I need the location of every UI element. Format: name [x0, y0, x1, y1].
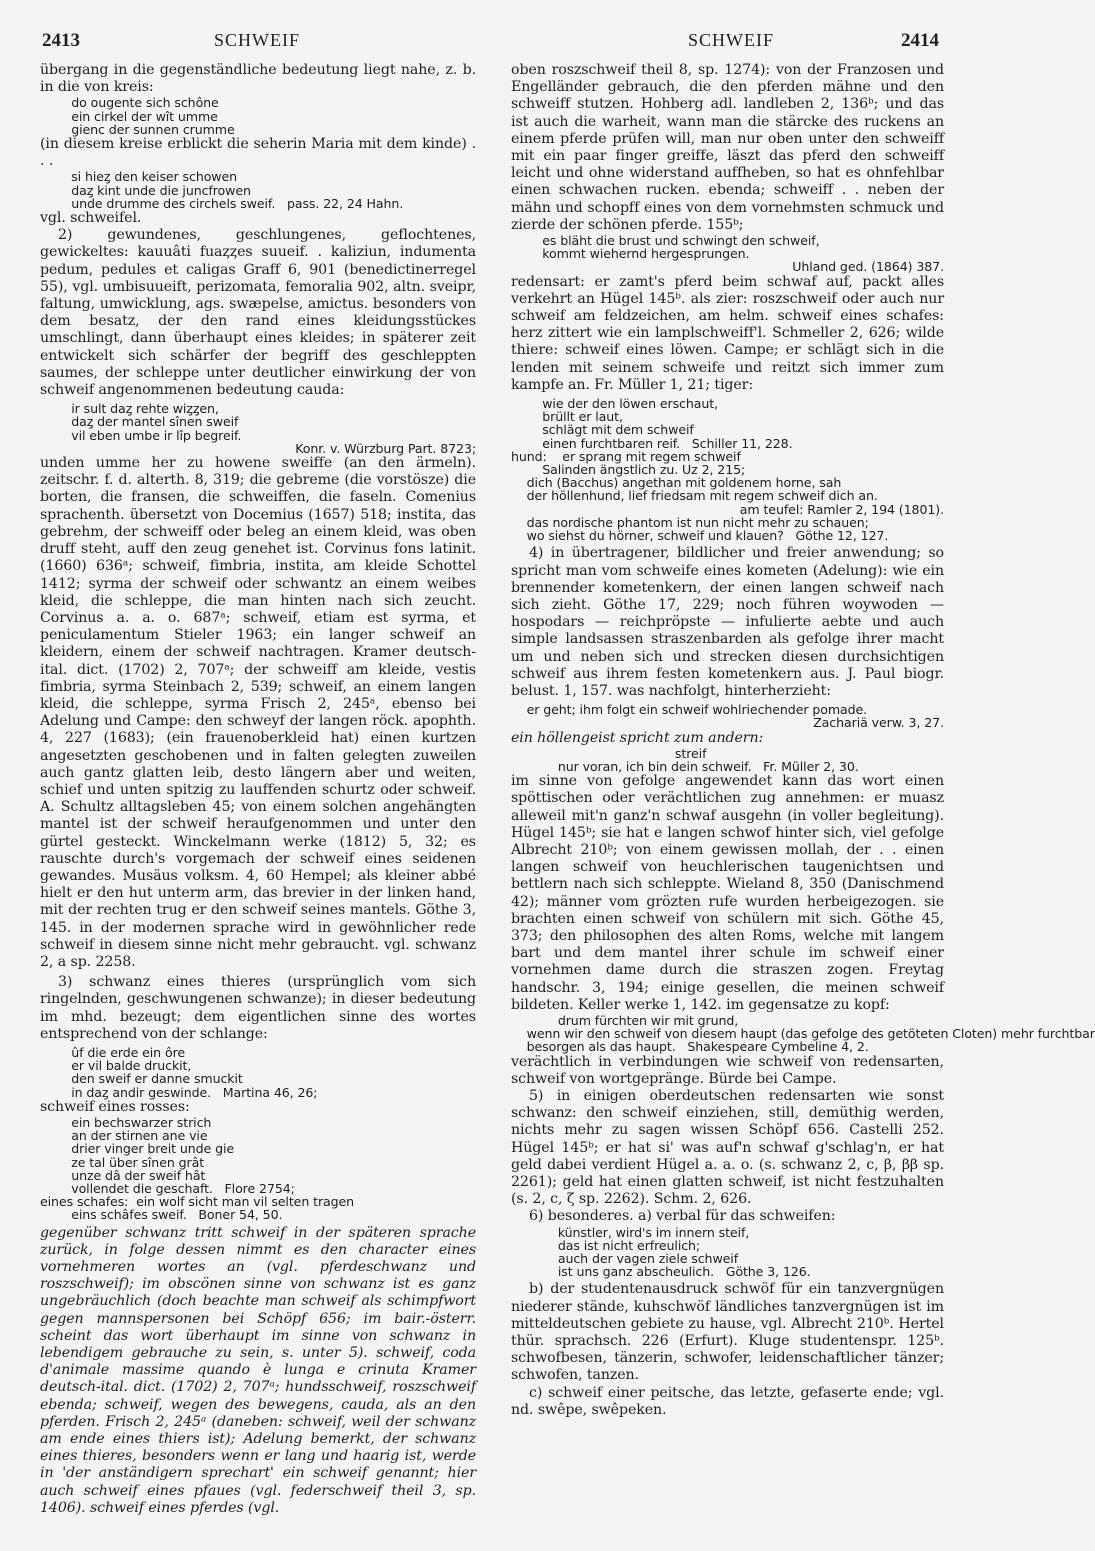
citation-line: wo siehst du hörner, schweif und klauen? Göthe 12, 127.: [511, 528, 889, 544]
page-number-right: 2414: [901, 30, 939, 51]
citation-line: Salinden ängstlich zu. Uz 2, 215;: [511, 462, 746, 478]
citation-line: in daȥ andir geswinde. Martina 46, 26;: [40, 1084, 318, 1100]
citation-line: kommt wiehernd hergesprungen.: [511, 246, 750, 262]
citation-line: daȥ der mantel sînen sweif: [40, 414, 239, 430]
citation-line: hund: er sprang mit regem schweif: [511, 448, 741, 464]
entry-paragraph: schweif eines rosses:: [40, 1098, 190, 1115]
citation-line: auch der vagen ziele schweif: [511, 1251, 739, 1267]
source-reference: Uhland ged. (1864) 387.: [792, 259, 944, 275]
citation-line: unde drumme des circhels sweif. pass. 22, 24 Hahn.: [40, 195, 404, 211]
entry-paragraph: oben roszschweif theil 8, sp. 1274): von der Franzosen und Engelländer gebrauch, die den pferden mähne und den schweiff stutzen. Hohberg adl. landleben 2, 136ᵇ; und das ist auch die warheit, wann man die stärcke des ruckens an einem pferde prüfen will, man nur oben unter den schweiff mit ein paar finger greiffe, läszt das pferd den schweiff leicht und ohne widerstand auffheben, so hat es ohnfehlbar einen schwachen rucken. ebenda; schweiff . . neben der mähn und schopff eines von dem vornehmsten schmuck und zierde der schönen pferde. 155ᵇ;: [511, 62, 944, 233]
citation-line: drum fürchten wir mit grund,: [511, 1012, 739, 1028]
citation-line: er vil balde druckit,: [40, 1058, 192, 1074]
citation-line: brüllt er laut,: [511, 409, 623, 425]
entry-paragraph: übergang in die gegenständliche bedeutung liegt nahe, z. b. in die von kreis:: [40, 62, 476, 96]
citation-line: nur voran, ich bin dein schweif. Fr. Müller 2, 30.: [511, 758, 859, 774]
citation-line: ist uns ganz abscheulich. Göthe 3, 126.: [511, 1264, 811, 1280]
source-reference: am teufel: Ramler 2, 194 (1801).: [739, 501, 944, 517]
citation-line: wenn wir den schweif von diesem haupt (das gefolge des getöteten Cloten) mehr furchtbar: [511, 1026, 1095, 1042]
citation-line: vil eben umbe ir lîp begreif.: [40, 427, 242, 443]
entry-paragraph: 6) besonderes. a) verbal für das schweifen:: [529, 1208, 836, 1225]
citation-line: ir sult daȥ rehte wiȥȥen,: [40, 401, 219, 417]
right-column: [511, 62, 1095, 1532]
entry-paragraph: ein höllengeist spricht zum andern:: [511, 729, 764, 746]
entry-paragraph: 4) in übertragener, bildlicher und freier anwendung; so spricht man vom schweife eines kometen (Adelung): wie ein brennender kometenkern, der einen langen schweif nach sich zieht. Göthe 17, 229; noch führen woywoden — hospodars — reichpröpste — infulierte aebte und auch simple landsassen straszenbarden als gefolge ihrer macht um und neben sich und strecken diesen durchsichtigen schweif aus ihrem festen kometenkern aus. J. Paul biogr. belust. 1, 157. was nachfolgt, hinterherzieht:: [511, 545, 944, 699]
citation-line: einen furchtbaren reif. Schiller 11, 228.: [511, 435, 793, 451]
source-reference: Zachariä verw. 3, 27.: [813, 715, 944, 731]
citation-line: besorgen als das haupt. Shakespeare Cymbeline 4, 2.: [511, 1039, 869, 1055]
citation-line: daȥ kint unde die juncfrowen: [40, 182, 251, 198]
citation-line: ze tal über sînen grât: [40, 1154, 205, 1170]
citation-line: streif: [511, 745, 707, 761]
citation-line: das ist nicht erfreulich;: [511, 1237, 701, 1253]
entry-paragraph: b) der studentenausdruck schwöf für ein tanzvergnügen niederer stände, kuhschwöf ländliches tanzvergnügen ist im mitteldeutschen gebiete zu hause, vgl. Albrecht 210ᵇ. Hertel thür. sprachsch. 226 (Erfurt). Kluge studentenspr. 125ᵇ. schwofbesen, tänzerin, schwofer, leidenschaftlicher tänzer; schwofen, tanzen.: [511, 1281, 944, 1384]
left-column: [40, 62, 476, 1532]
entry-paragraph: im sinne von gefolge angewendet kann das wort einen spöttischen oder verächtlichen zug annehmen: er muasz alleweil mit'n ganz'n schwaf ausgehn (in voller begleitung). Hügel 145ᵇ; sie hat e langen schwof hinter sich, viel gefolge Albrecht 210ᵇ; von einem gewissen mollah, der . . einen langen schweif von heuchlerischen taugenichtsen und bettlern nach sich schleppte. Wieland 8, 350 (Danischmend 42); männer vom grözten rufe wurden herbeigezogen. sie brachten einen schweif von schülern mit sich. Göthe 45, 373; den philosophen des alten Roms, welche mit langem bart und dem mantel ihrer schule im schweif einer vornehmen dame durch die straszen zogen. Freytag handschr. 3, 194; einige gesellen, die meinen schweif bildeten. Keller werke 1, 142. im gegensatze zu kopf:: [511, 773, 944, 1013]
entry-paragraph: 3) schwanz eines thieres (ursprünglich vom sich ringelnden, geschwungenen schwanze); in dieser bedeutung im mhd. bezeugt; dem eigentlichen sinne des wortes entsprechend von der schlange:: [40, 974, 476, 1042]
citation-line: künstler, wird's im innern steif,: [511, 1224, 750, 1240]
citation-line: drier vinger breit unde gie: [40, 1141, 235, 1157]
citation-line: si hieȥ den keiser schowen: [40, 169, 238, 185]
citation-line: ein bechswarzer strich: [40, 1115, 212, 1130]
entry-paragraph: redensart: er zamt's pferd beim schwaf auf, packt alles verkehrt an Hügel 145ᵇ. als zier: roszschweif oder auch nur schweif am feldzeichen, am helm. schweif eines schafes: herz zittert wie ein lamplschweiff'l. Schmeller 2, 626; wilde thiere: schweif eines löwen. Campe; er schlägt sich in die lenden mit seinem schweife und reitzt sich immer zum kampfe an. Fr. Müller 1, 21; tiger:: [511, 273, 944, 393]
citation-line: es bläht die brust und schwingt den schweif,: [511, 233, 820, 249]
citation-line: unze dâ der sweif hât: [40, 1167, 206, 1183]
citation-line: den sweif er danne smuckit: [40, 1071, 243, 1087]
entry-paragraph: 5) in einigen oberdeutschen redensarten wie sonst schwanz: den schweif einziehen, still, demüthig werden, nichts mehr zu sagen wissen Schöpf 656. Castelli 252. Hügel 145ᵇ; er hat si' was auf'n schwaf g'schlag'n, er hat geld dabei verdient Hügel a. a. o. (s. schwanz 2, c, β, ββ sp. 2261); geld hat einen glatten schweif, ist nicht festzuhalten (s. 2, c, ζ sp. 2262). Schm. 2, 626.: [511, 1088, 944, 1208]
citation-line: das nordische phantom ist nun nicht mehr zu schauen;: [511, 514, 869, 530]
citation-line: do ougente sich schône: [40, 95, 219, 111]
citation-line: dich (Bacchus) angethan mit goldenem horne, sah: [511, 475, 842, 491]
page-number-left: 2413: [42, 30, 80, 51]
citation-line: wie der den löwen erschaut,: [511, 396, 718, 412]
citation-line: er geht; ihm folgt ein schweif wohlriechender pomade.: [511, 702, 868, 718]
citation-line: eins schâfes sweif. Boner 54, 50.: [40, 1207, 283, 1223]
citation-line: ein cirkel der wît umme: [40, 108, 218, 124]
running-head-right: SCHWEIF: [688, 30, 775, 50]
source-reference: Konr. v. Würzburg Part. 8723;: [295, 440, 476, 456]
entry-paragraph: (in diesem kreise erblickt die seherin Maria mit dem kinde) . . .: [40, 136, 476, 170]
page-header: [0, 14, 1000, 54]
citation-line: der höllenhund, lief friedsam mit regem schweif dich an.: [511, 488, 878, 504]
citation-line: vollendet die geschaft. Flore 2754;: [40, 1181, 295, 1197]
entry-paragraph: unden umme her zu howene sweiffe (an den ärmeln). zeitschr. f. d. alterth. 8, 319; die gebreme (die vorstösze) die borten, die fransen, die schweiffen, die faseln. Comenius sprachenth. übersetzt von Docemius (1657) 518; instita, das gebrehm, der schweiff oder beleg an einem kleid, was oben druff steht, auff den zeug genehet ist. Corvinus fons latinit. (1660) 636ᵃ; schweif, fimbria, instita, am kleide Schottel 1412; syrma der schweif oder schwantz an einem weibes kleid, die schleppe, die man hinten nach sich zeucht. Corvinus a. a. o. 687ᵃ; schweif, etiam est syrma, et peniculamentum Stieler 1963; ein langer schweif an kleidern, einem der schweif nachtragen. Kramer deutsch-ital. dict. (1702) 2, 707ᵃ; der schweiff am kleide, vestis fimbria, syrma Steinbach 2, 539; schweif, an einem langen kleid, die schleppe, syrma Frisch 2, 245ᵃ, ebenso bei Adelung und Campe: den schweyf der langen röck. apophth. 4, 227 (1683); (ein frauenoberkleid hat) einen kurtzen angesetzten geschobenen und in falten gelegten zuweilen auch gantz glatten leib, desto längern aber und weiten, schief und unten spitzig zu lauffenden schurtz oder schweif. A. Schultz alltagsleben 45; von einem solchen angehängten mantel ist der schweif heraufgenommen und unter den gürtel gesteckt. Winckelmann werke (1812) 5, 32; es rauschte durch's vorgemach der schweif eines seidenen gewandes. Musäus volksm. 4, 60 Hempel; als kleiner abbé hielt er den hut unterm arm, das brevier in der linken hand, mit der rechten trug er den schweif seines mantels. Göthe 3, 145. in der modernen sprache wird in gewöhnlicher rede schweif in diesem sinne nicht mehr gebraucht. vgl. schwanz 2, a sp. 2258.: [40, 455, 476, 970]
citation-line: eines schafes: ein wolf sicht man vil selten tragen: [40, 1194, 355, 1210]
entry-paragraph: verächtlich in verbindungen wie schweif von redensarten, schweif von wortgepränge. Bürde bei Campe.: [511, 1053, 944, 1087]
entry-paragraph: vgl. schweifel.: [40, 210, 142, 227]
citation-line: gienc der sunnen crumme: [40, 121, 235, 137]
citation-line: schlägt mit dem schweif: [511, 422, 694, 438]
citation-line: an der stirnen ane vie: [40, 1128, 208, 1144]
entry-paragraph: c) schweif einer peitsche, das letzte, gefaserte ende; vgl. nd. swêpe, swêpeken.: [511, 1384, 944, 1418]
entry-paragraph: gegenüber schwanz tritt schweif in der späteren sprache zurück, in folge dessen nimmt es den character eines vornehmeren wortes an (vgl. pferdeschwanz und roszschweif); im obscönen sinne von schwanz ist es ganz ungebräuchlich (doch beachte man schweif als schimpfwort gegen mannspersonen bei Schöpf 656; im bair.-österr. scheint das wort überhaupt im sinne von schwanz in lebendigem gebrauche zu sein, s. unter 5). schweif, coda d'animale massime quando è lunga e crinuta Kramer deutsch-ital. dict. (1702) 2, 707ᵃ; hundsschweif, roszschweif ebenda; schweif, wegen des bewegens, cauda, als an den pferden. Frisch 2, 245ᵃ (daneben: schweif, weil der schwanz am ende eines thiers ist); Adelung bemerkt, der schwanz eines thieres, besonders wenn er lang und haarig ist, werde in 'der anständigern sprechart' ein schweif genannt; hier auch schweif eines pfaues (vgl. federschweif theil 3, sp. 1406). schweif eines pferdes (vgl.: [40, 1224, 476, 1516]
citation-line: ûf die erde ein ôre: [40, 1044, 186, 1060]
running-head-left: SCHWEIF: [214, 30, 301, 50]
entry-paragraph: 2) gewundenes, geschlungenes, geflochtenes, gewickeltes: kauuâti fuaȥȥes suueif. . kaliziun, indumenta pedum, pedules et caligas Graff 6, 901 (benedictinerregel 55), vgl. umbisuueift, perizomata, femoralia 902, altn. sveipr, faltung, umwicklung, ags. swæpelse, amictus. besonders von dem besatz, der den rand eines kleidungsstückes umschlingt, dann überhaupt eines kleides; in späterer zeit entwickelt sich schärfer der begriff des geschleppten saumes, der schleppe unter deutlicher einwirkung der von schweif angenommenen bedeutung cauda:: [40, 227, 476, 399]
